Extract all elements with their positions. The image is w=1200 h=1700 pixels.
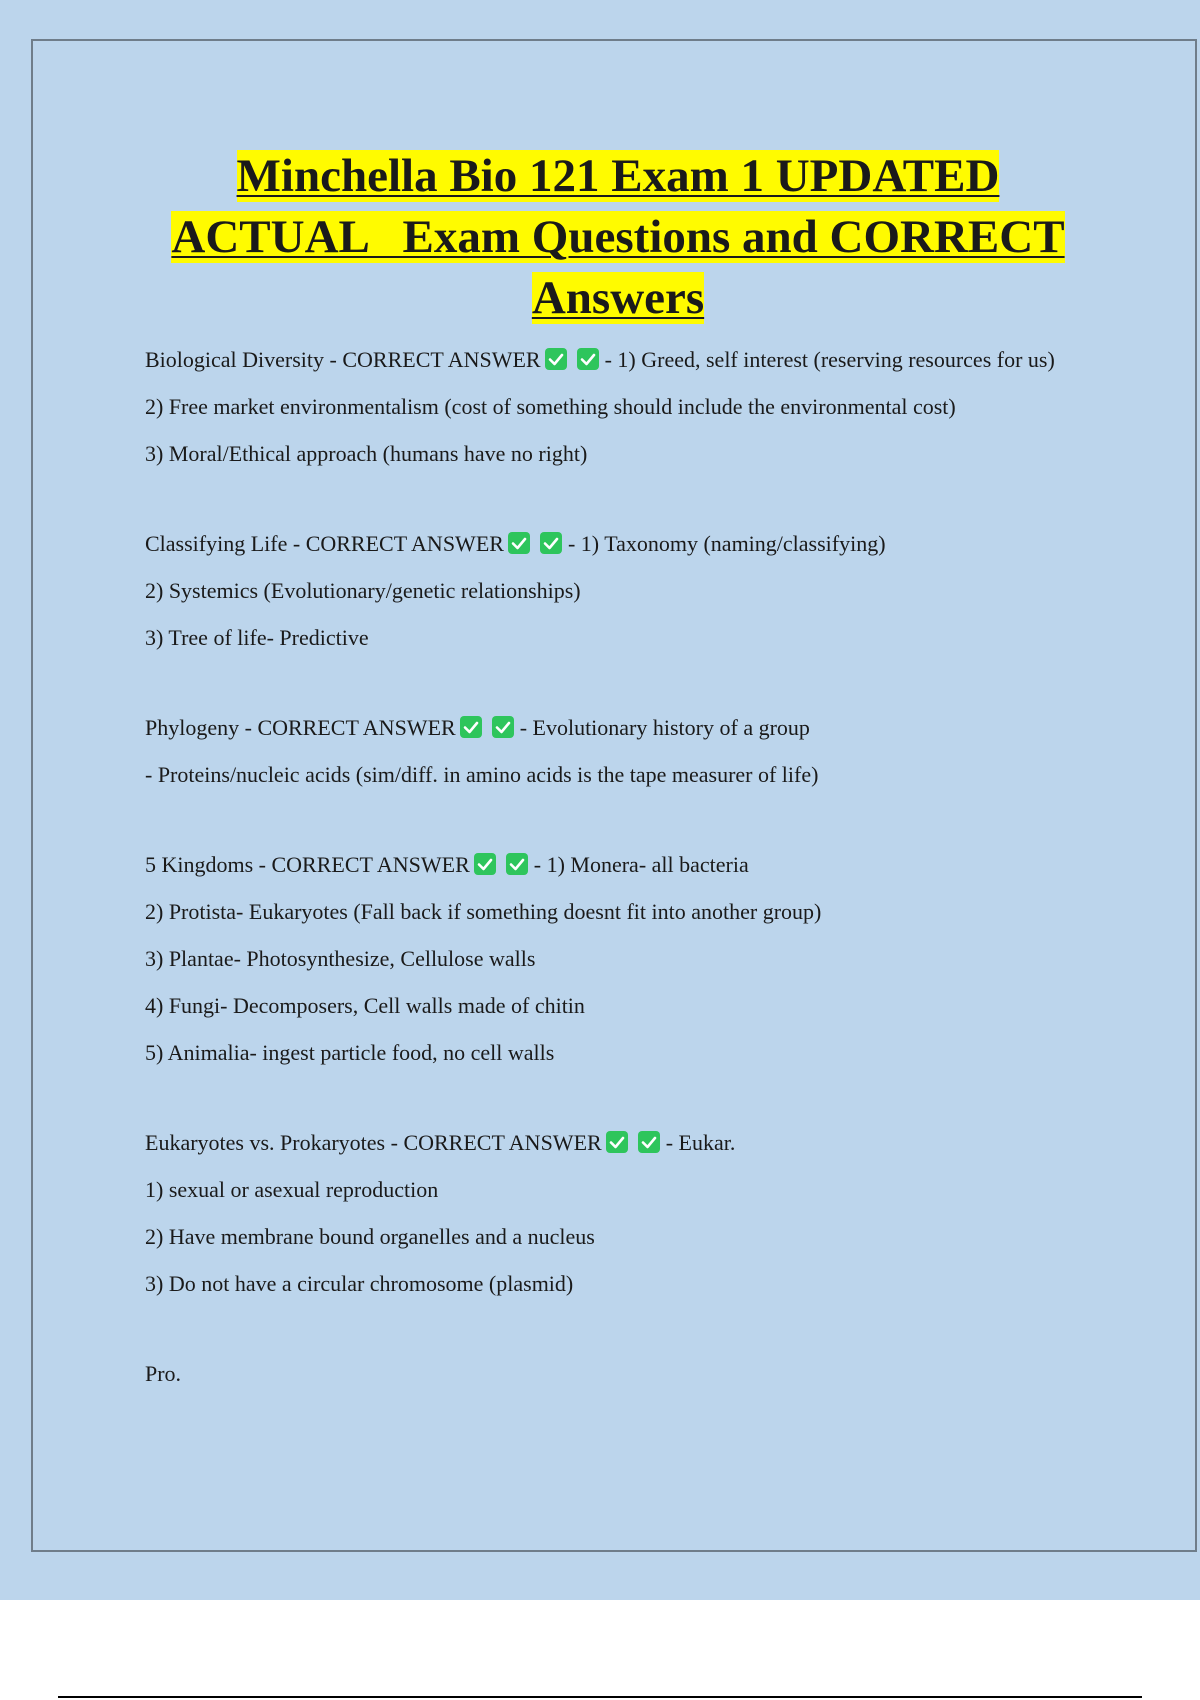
check-mark-icon bbox=[606, 1131, 628, 1153]
question-term: Classifying Life - CORRECT ANSWER bbox=[145, 531, 504, 556]
check-mark-icon bbox=[638, 1131, 660, 1153]
question-line bbox=[145, 1128, 1085, 1158]
question-line bbox=[145, 529, 1085, 559]
answer-head: - Eukar. bbox=[665, 1130, 736, 1155]
question-line bbox=[145, 713, 1085, 743]
qa-entry bbox=[145, 850, 1085, 1068]
answer-line: 2) Systemics (Evolutionary/genetic relationships) bbox=[145, 578, 581, 603]
check-mark-icon bbox=[474, 853, 496, 875]
check-mark-icon bbox=[540, 532, 562, 554]
qa-entry bbox=[145, 713, 1085, 790]
answer-line: 2) Have membrane bound organelles and a nucleus bbox=[145, 1224, 595, 1249]
answer-line: 3) Plantae- Photosynthesize, Cellulose walls bbox=[145, 946, 536, 971]
trailing-text: Pro. bbox=[145, 1361, 182, 1386]
qa-entry bbox=[145, 1128, 1085, 1299]
answer-line: 1) sexual or asexual reproduction bbox=[145, 1177, 439, 1202]
answer-line: 3) Tree of life- Predictive bbox=[145, 625, 369, 650]
answer-line: 4) Fungi- Decomposers, Cell walls made of chitin bbox=[145, 993, 585, 1018]
title-line-3: Answers bbox=[531, 272, 705, 324]
check-mark-icon bbox=[460, 716, 482, 738]
answer-line: 5) Animalia- ingest particle food, no cell walls bbox=[145, 1040, 555, 1065]
title-line-2: ACTUAL Exam Questions and CORRECT bbox=[171, 211, 1065, 263]
footer-divider bbox=[58, 1696, 1142, 1698]
answer-head: - Evolutionary history of a group bbox=[519, 715, 810, 740]
check-mark-icon bbox=[577, 348, 599, 370]
question-line bbox=[145, 345, 1085, 375]
answer-line: 3) Do not have a circular chromosome (plasmid) bbox=[145, 1271, 574, 1296]
answer-line: 3) Moral/Ethical approach (humans have no right) bbox=[145, 441, 588, 466]
question-line bbox=[145, 850, 1085, 880]
question-term: Eukaryotes vs. Prokaryotes - CORRECT ANSWER bbox=[145, 1130, 602, 1155]
check-mark-icon bbox=[492, 716, 514, 738]
answer-line: 2) Protista- Eukaryotes (Fall back if something doesnt fit into another group) bbox=[145, 899, 822, 924]
check-mark-icon bbox=[506, 853, 528, 875]
check-mark-icon bbox=[508, 532, 530, 554]
qa-entry bbox=[145, 529, 1085, 653]
title-line-1: Minchella Bio 121 Exam 1 UPDATED bbox=[236, 150, 1000, 202]
qa-entry bbox=[145, 345, 1085, 469]
answer-line: - Proteins/nucleic acids (sim/diff. in amino acids is the tape measurer of life) bbox=[145, 762, 819, 787]
question-term: Biological Diversity - CORRECT ANSWER bbox=[145, 347, 541, 372]
answer-head: - 1) Greed, self interest (reserving resources for us) bbox=[604, 347, 1055, 372]
answer-head: - 1) Monera- all bacteria bbox=[533, 852, 749, 877]
answer-line: 2) Free market environmentalism (cost of something should include the environmental cost) bbox=[145, 394, 956, 419]
question-term: Phylogeny - CORRECT ANSWER bbox=[145, 715, 456, 740]
document-body bbox=[145, 345, 1085, 1389]
check-mark-icon bbox=[545, 348, 567, 370]
question-term: 5 Kingdoms - CORRECT ANSWER bbox=[145, 852, 470, 877]
answer-head: - 1) Taxonomy (naming/classifying) bbox=[567, 531, 886, 556]
document-title bbox=[120, 146, 1116, 329]
